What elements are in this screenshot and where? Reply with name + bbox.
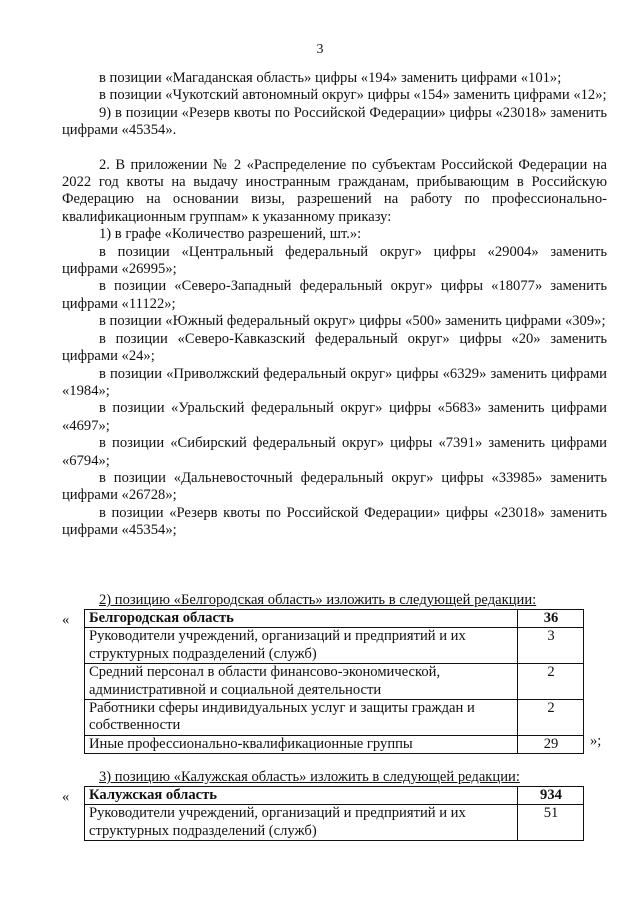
table-row [85,735,584,753]
table-cell-label: Иные профессионально-квалификационные группы [85,735,518,753]
table-cell-value: 2 [518,700,584,736]
paragraph: 1) в графе «Количество разрешений, шт.»: [99,226,362,243]
kaluga-table-block [62,769,622,839]
spacer [62,140,607,157]
table-intro: 2) позицию «Белгородская область» изложить в следующей редакции: [99,592,537,608]
paragraph: 2. В приложении № 2 «Распределение по субъектам Российской Федерации на 2022 год квоты на выдачу иностранным гражданам, прибывающим в Российскую Федерацию на основании визы, разрешений на работу по профессионально-квалификационным группам» к указанному приказу: [62,156,607,225]
table-row [85,610,584,628]
table-row [85,805,584,841]
table-cell-label: Руководители учреждений, организаций и предприятий и их структурных подразделений (служб) [85,628,518,664]
table-cell-value: 29 [518,735,584,753]
page-number: 3 [316,42,324,57]
table-cell-label: Калужская область [85,787,518,805]
paragraph: в позиции «Северо-Кавказский федеральный округ» цифры «20» заменить цифрами «24»; [62,330,607,365]
paragraph: в позиции «Сибирский федеральный округ» цифры «7391» заменить цифрами «6794»; [62,435,607,469]
table-cell-value: 3 [518,628,584,664]
paragraph: в позиции «Чукотский автономный округ» цифры «154» заменить цифрами «12»; [99,87,607,104]
paragraph: в позиции «Дальневосточный федеральный округ» цифры «33985» заменить цифрами «26728»; [62,469,607,504]
paragraph: в позиции «Центральный федеральный округ» цифры «29004» заменить цифрами «26995»; [62,243,607,278]
table-cell-label: Руководители учреждений, организаций и предприятий и их структурных подразделений (служб) [85,805,518,841]
open-quote: « [62,612,70,628]
document-body [62,70,607,540]
paragraph: в позиции «Южный федеральный округ» цифры «500» заменить цифрами «309»; [99,313,606,330]
table-cell-value: 2 [518,664,584,700]
paragraph: в позиции «Северо-Западный федеральный округ» цифры «18077» заменить цифрами «11122»; [62,278,607,312]
table-row [85,664,584,700]
belgorod-table-block [62,592,622,752]
paragraph: в позиции «Резерв квоты по Российской Федерации» цифры «23018» заменить цифрами «45354»; [62,504,607,539]
paragraph: в позиции «Уральский федеральный округ» цифры «5683» заменить цифрами «4697»; [62,400,607,434]
table-cell-label: Белгородская область [85,610,518,628]
open-quote: « [62,789,70,805]
table-cell-value: 934 [518,787,584,805]
table-cell-label: Работники сферы индивидуальных услуг и защиты граждан и собственности [85,700,518,736]
paragraph: в позиции «Приволжский федеральный округ» цифры «6329» заменить цифрами «1984»; [62,365,607,399]
kaluga-table [84,786,584,841]
table-row [85,628,584,664]
table-row [85,787,584,805]
table-cell-value: 51 [518,805,584,841]
table-row [85,700,584,736]
paragraph: в позиции «Магаданская область» цифры «194» заменить цифрами «101»; [99,70,562,86]
paragraph: 9) в позиции «Резерв квоты по Российской Федерации» цифры «23018» заменить цифрами «45354». [62,104,607,139]
close-quote: »; [590,733,602,749]
table-intro: 3) позицию «Калужская область» изложить в следующей редакции: [99,769,520,785]
belgorod-table [84,609,584,754]
table-cell-value: 36 [518,610,584,628]
table-cell-label: Средний персонал в области финансово-экономической, административной и социальной деятельности [85,664,518,700]
